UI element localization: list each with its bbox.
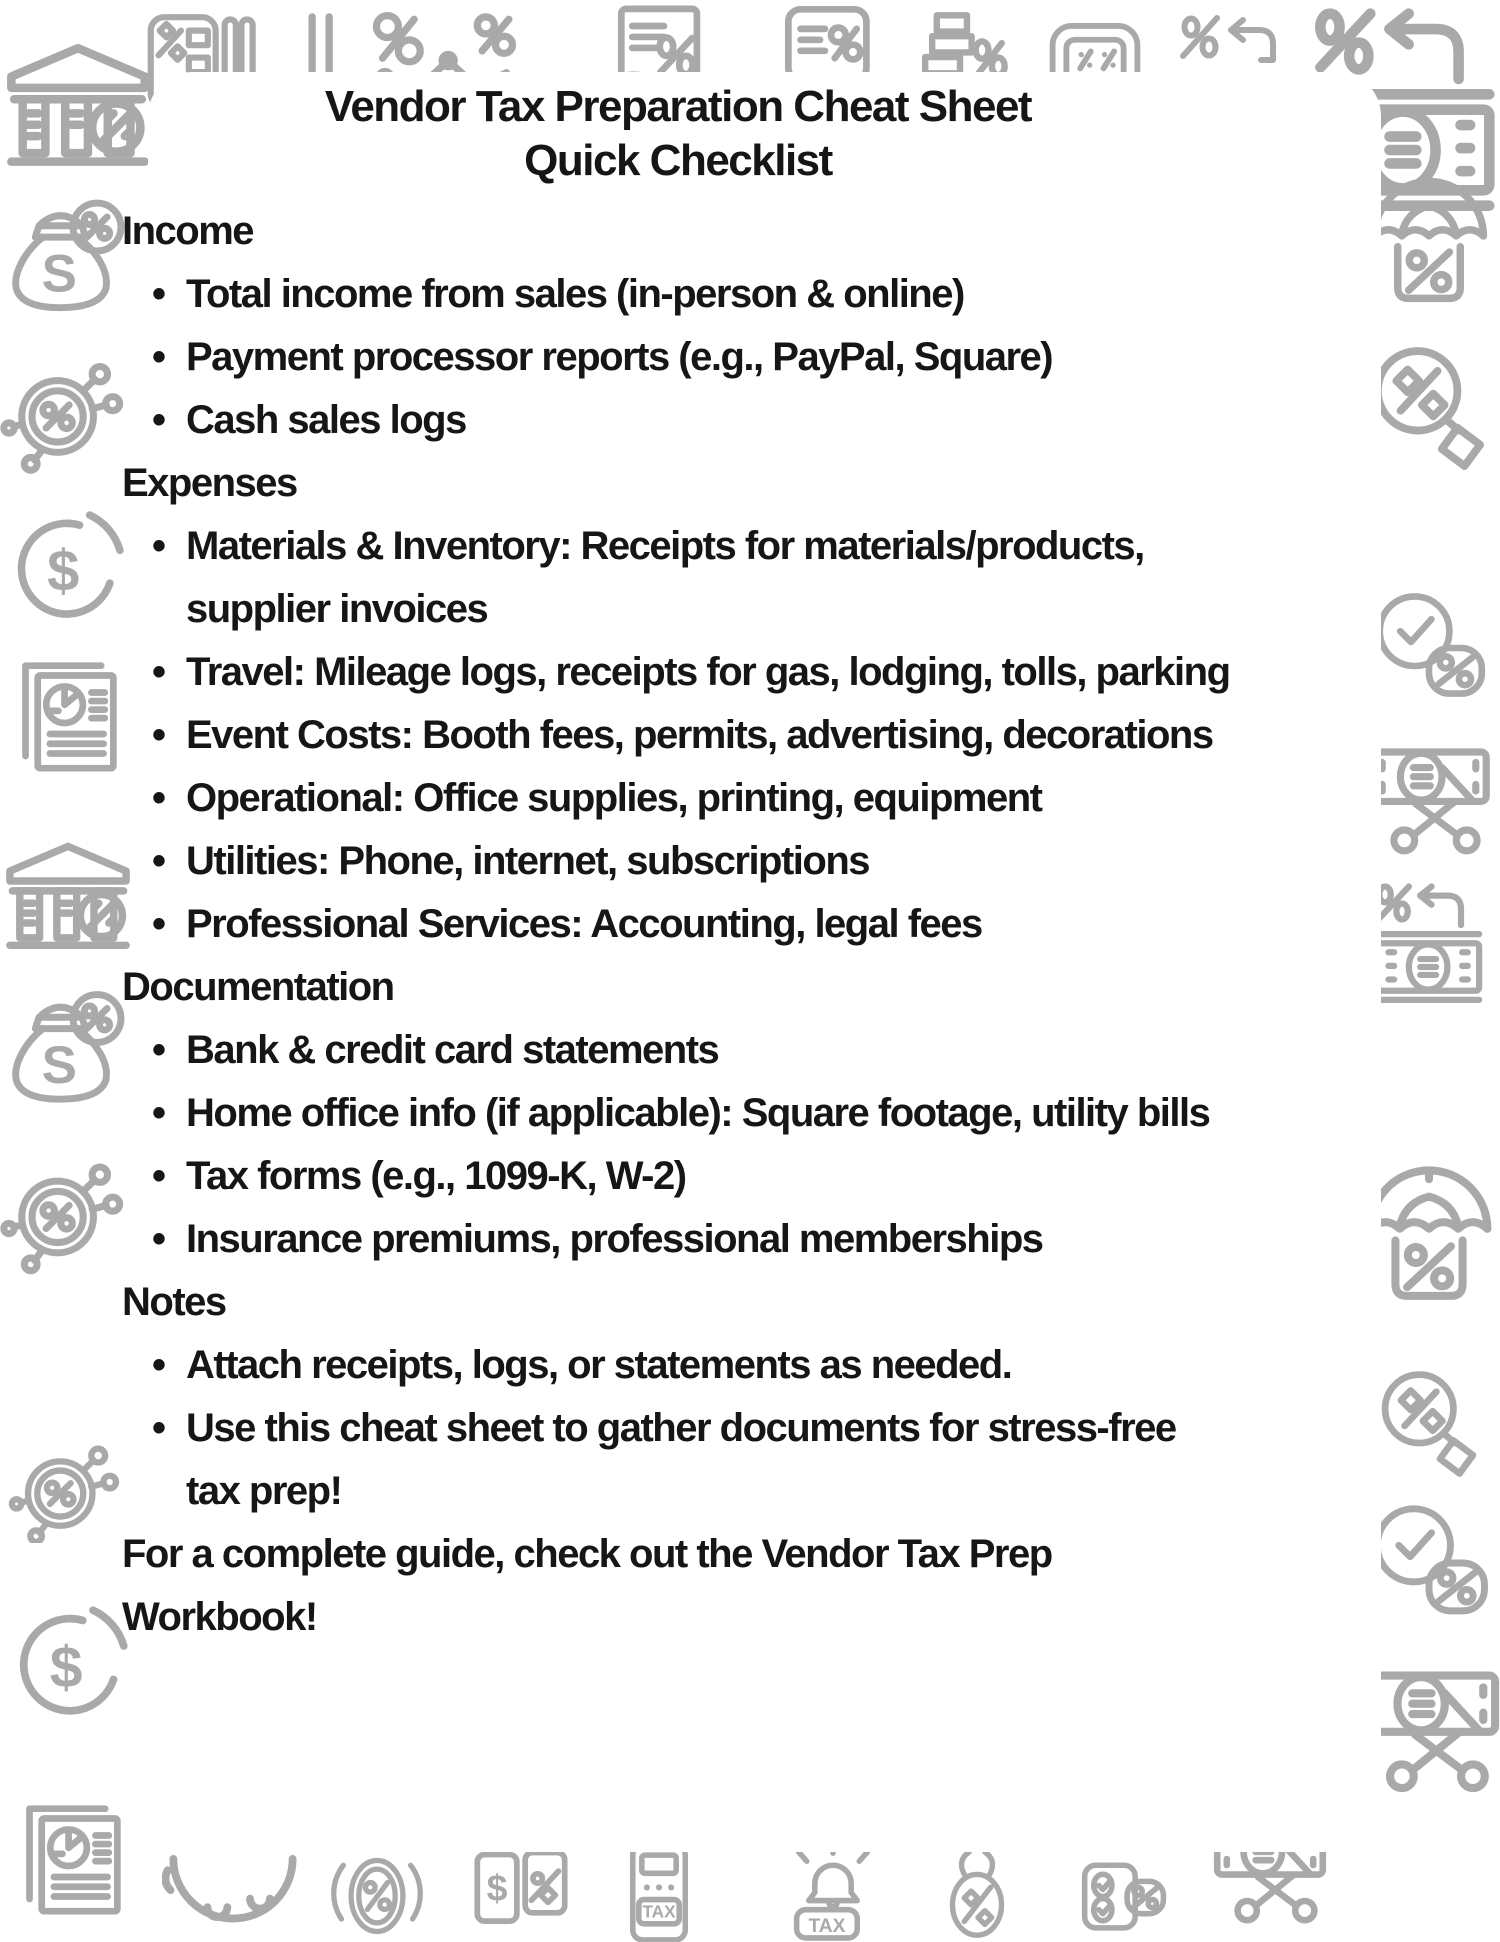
- dollar-pie-icon: [6, 1584, 134, 1744]
- percent-gadget-icon: [0, 1124, 128, 1292]
- list-item: • Home office info (if applicable): Square footage, utility bills: [122, 1082, 1234, 1145]
- list-item: • Attach receipts, logs, or statements as needed.: [122, 1334, 1234, 1397]
- section-list-income: [122, 263, 1234, 452]
- section-list-notes: [122, 1334, 1234, 1523]
- list-item: • Total income from sales (in-person & online): [122, 263, 1234, 326]
- financial-report-icon: [6, 632, 128, 797]
- money-bag-percent-icon: [0, 180, 126, 332]
- list-item: • Cash sales logs: [122, 389, 1234, 452]
- tax-bell-icon: [768, 1843, 898, 1942]
- list-item: • Event Costs: Booth fees, permits, advertising, decorations: [122, 704, 1234, 767]
- section-heading-expenses: Expenses: [122, 461, 297, 505]
- footer-note: For a complete guide, check out the Vendor Tax Prep Workbook!: [122, 1532, 1052, 1639]
- list-item: • Use this cheat sheet to gather documents for stress-free tax prep!: [122, 1397, 1234, 1523]
- list-item: • Insurance premiums, professional memberships: [122, 1208, 1234, 1271]
- percent-gadget-icon: [0, 330, 128, 485]
- section-heading-documentation: Documentation: [122, 965, 394, 1009]
- list-item: • Payment processor reports (e.g., PayPal, Square): [122, 326, 1234, 389]
- title-line-2: Quick Checklist: [524, 136, 832, 185]
- money-bag-percent-icon: [0, 970, 126, 1125]
- coin-percent-icon: [320, 1848, 434, 1942]
- section-heading-notes: Notes: [122, 1280, 226, 1324]
- checklist-percent-icon: [1066, 1843, 1172, 1942]
- piggy-bank-icon: [162, 1843, 304, 1942]
- financial-report-icon: [10, 1775, 132, 1940]
- section-heading-income: Income: [122, 209, 254, 253]
- section-list-expenses: [122, 515, 1234, 956]
- list-item: • Bank & credit card statements: [122, 1019, 1234, 1082]
- dollar-cards-icon: [452, 1840, 590, 1942]
- list-item: • Travel: Mileage logs, receipts for gas, lodging, tolls, parking: [122, 641, 1234, 704]
- list-item: • Tax forms (e.g., 1099-K, W-2): [122, 1145, 1234, 1208]
- percent-gadget-icon: [8, 1428, 124, 1543]
- list-item: • Operational: Office supplies, printing, equipment: [122, 767, 1234, 830]
- list-item: • Utilities: Phone, internet, subscriptions: [122, 830, 1234, 893]
- dollar-pie-icon: [4, 488, 130, 648]
- checklist-content: [122, 72, 1234, 1649]
- bank-percent-icon: [0, 818, 136, 986]
- page-title: [122, 72, 1234, 188]
- section-list-documentation: [122, 1019, 1234, 1271]
- tax-calculator-icon: [606, 1843, 712, 1942]
- checklist-body: [122, 200, 1234, 1649]
- list-item: • Materials & Inventory: Receipts for materials/products, supplier invoices: [122, 515, 1234, 641]
- list-item: • Professional Services: Accounting, legal fees: [122, 893, 1234, 956]
- percent-pendant-icon: [924, 1846, 1030, 1942]
- title-line-1: Vendor Tax Preparation Cheat Sheet: [324, 82, 1032, 131]
